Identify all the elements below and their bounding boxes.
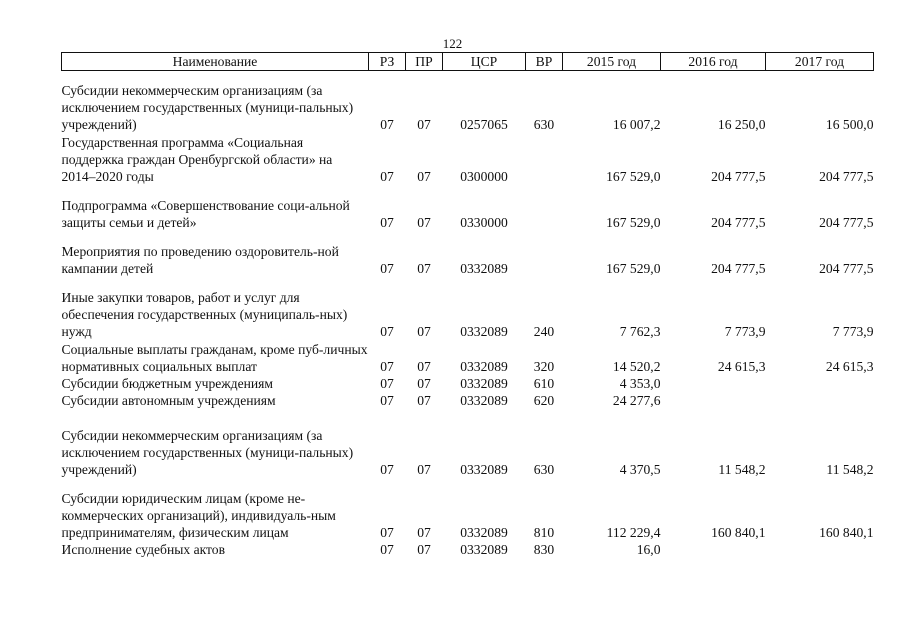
table-row <box>62 392 874 409</box>
row-rz: 07 <box>380 359 394 374</box>
row-csr: 0332089 <box>460 324 508 339</box>
row-2016: 204 777,5 <box>711 215 766 230</box>
row-name: Иные закупки товаров, работ и услуг для обеспечения государственных (муниципаль-ных) нужд <box>61 290 348 339</box>
row-csr: 0332089 <box>460 542 508 557</box>
row-2016 <box>661 392 766 409</box>
row-rz: 07 <box>380 376 394 391</box>
row-pr: 07 <box>417 393 431 408</box>
table-row <box>62 71 874 134</box>
row-csr: 0332089 <box>460 261 508 276</box>
row-rz: 07 <box>380 215 394 230</box>
col-header-2015: 2015 год <box>563 53 661 71</box>
table-row <box>62 185 874 231</box>
row-name: Исполнение судебных актов <box>61 542 226 557</box>
table-row <box>62 375 874 392</box>
row-pr: 07 <box>417 117 431 132</box>
row-csr: 0332089 <box>460 359 508 374</box>
table-row <box>62 478 874 541</box>
row-vr: 630 <box>533 117 555 132</box>
col-header-2017: 2017 год <box>766 53 874 71</box>
col-header-rz: РЗ <box>369 53 406 71</box>
row-vr: 830 <box>533 542 555 557</box>
row-2015: 4 370,5 <box>619 462 661 477</box>
row-vr <box>526 133 563 185</box>
row-2016: 160 840,1 <box>711 525 766 540</box>
row-2015: 167 529,0 <box>606 215 661 230</box>
col-header-pr: ПР <box>406 53 443 71</box>
row-vr: 630 <box>533 462 555 477</box>
row-2016 <box>661 375 766 392</box>
row-csr: 0257065 <box>460 117 508 132</box>
row-csr: 0332089 <box>460 376 508 391</box>
row-2017: 204 777,5 <box>819 169 874 184</box>
row-2016 <box>661 541 766 558</box>
table-row <box>62 541 874 558</box>
row-vr <box>526 231 563 277</box>
row-2015: 7 762,3 <box>619 324 661 339</box>
row-2017: 24 615,3 <box>825 359 874 374</box>
row-pr: 07 <box>417 542 431 557</box>
row-csr: 0332089 <box>460 525 508 540</box>
row-name: Мероприятия по проведению оздоровитель-ной кампании детей <box>61 244 339 276</box>
row-2016: 204 777,5 <box>711 169 766 184</box>
row-2015: 167 529,0 <box>606 169 661 184</box>
page-number: 122 <box>442 36 463 51</box>
row-pr: 07 <box>417 324 431 339</box>
col-header-csr: ЦСР <box>443 53 526 71</box>
row-vr: 610 <box>533 376 555 391</box>
row-2017 <box>766 392 874 409</box>
row-name: Субсидии автономным учреждениям <box>61 393 276 408</box>
row-vr: 240 <box>533 324 555 339</box>
row-name: Субсидии некоммерческим организациям (за исключением государственных (муници-пальных) учреждений) <box>61 83 354 132</box>
row-2015: 16 007,2 <box>612 117 661 132</box>
row-pr: 07 <box>417 169 431 184</box>
row-pr: 07 <box>417 376 431 391</box>
table-row <box>62 277 874 340</box>
row-2015: 14 520,2 <box>612 359 661 374</box>
row-vr <box>526 185 563 231</box>
row-2017: 204 777,5 <box>819 215 874 230</box>
row-name: Субсидии бюджетным учреждениям <box>61 376 274 391</box>
row-2015: 167 529,0 <box>606 261 661 276</box>
table-row <box>62 409 874 478</box>
row-2017 <box>766 541 874 558</box>
row-2017: 16 500,0 <box>825 117 874 132</box>
row-csr: 0300000 <box>460 169 508 184</box>
row-csr: 0330000 <box>460 215 508 230</box>
row-2015: 112 229,4 <box>606 525 661 540</box>
row-name: Субсидии некоммерческим организациям (за исключением государственных (муници-пальных) учреждений) <box>61 428 354 477</box>
row-2017: 204 777,5 <box>819 261 874 276</box>
row-name: Подпрограмма «Совершенствование соци-альной защиты семьи и детей» <box>61 198 350 230</box>
row-2017: 160 840,1 <box>819 525 874 540</box>
row-rz: 07 <box>380 324 394 339</box>
budget-table <box>61 52 874 558</box>
table-header-row <box>62 53 874 71</box>
row-vr: 620 <box>533 393 555 408</box>
row-name: Социальные выплаты гражданам, кроме пуб-личных нормативных социальных выплат <box>61 342 368 374</box>
row-2016: 7 773,9 <box>724 324 766 339</box>
table-row <box>62 133 874 185</box>
row-pr: 07 <box>417 462 431 477</box>
table-row <box>62 340 874 375</box>
row-2015: 4 353,0 <box>619 376 661 391</box>
col-header-name: Наименование <box>62 53 369 71</box>
row-rz: 07 <box>380 542 394 557</box>
row-name: Субсидии юридическим лицам (кроме не-коммерческих организаций), индивидуаль-ным предпринимателям, физическим лицам <box>61 491 336 540</box>
row-pr: 07 <box>417 525 431 540</box>
row-2016: 11 548,2 <box>718 462 766 477</box>
row-rz: 07 <box>380 117 394 132</box>
row-2015: 24 277,6 <box>612 393 661 408</box>
row-2015: 16,0 <box>636 542 661 557</box>
row-vr: 320 <box>533 359 555 374</box>
col-header-2016: 2016 год <box>661 53 766 71</box>
row-pr: 07 <box>417 359 431 374</box>
row-rz: 07 <box>380 393 394 408</box>
row-vr: 810 <box>533 525 555 540</box>
row-name: Государственная программа «Социальная поддержка граждан Оренбургской области» на 2014–2020 годы <box>61 135 333 184</box>
row-pr: 07 <box>417 215 431 230</box>
table-row <box>62 231 874 277</box>
row-rz: 07 <box>380 169 394 184</box>
row-2016: 24 615,3 <box>717 359 766 374</box>
row-2017: 7 773,9 <box>832 324 874 339</box>
row-rz: 07 <box>380 462 394 477</box>
row-pr: 07 <box>417 261 431 276</box>
row-2016: 16 250,0 <box>717 117 766 132</box>
row-rz: 07 <box>380 261 394 276</box>
row-2016: 204 777,5 <box>711 261 766 276</box>
col-header-vr: ВР <box>526 53 563 71</box>
row-rz: 07 <box>380 525 394 540</box>
row-csr: 0332089 <box>460 393 508 408</box>
row-2017: 11 548,2 <box>826 462 874 477</box>
row-csr: 0332089 <box>460 462 508 477</box>
row-2017 <box>766 375 874 392</box>
